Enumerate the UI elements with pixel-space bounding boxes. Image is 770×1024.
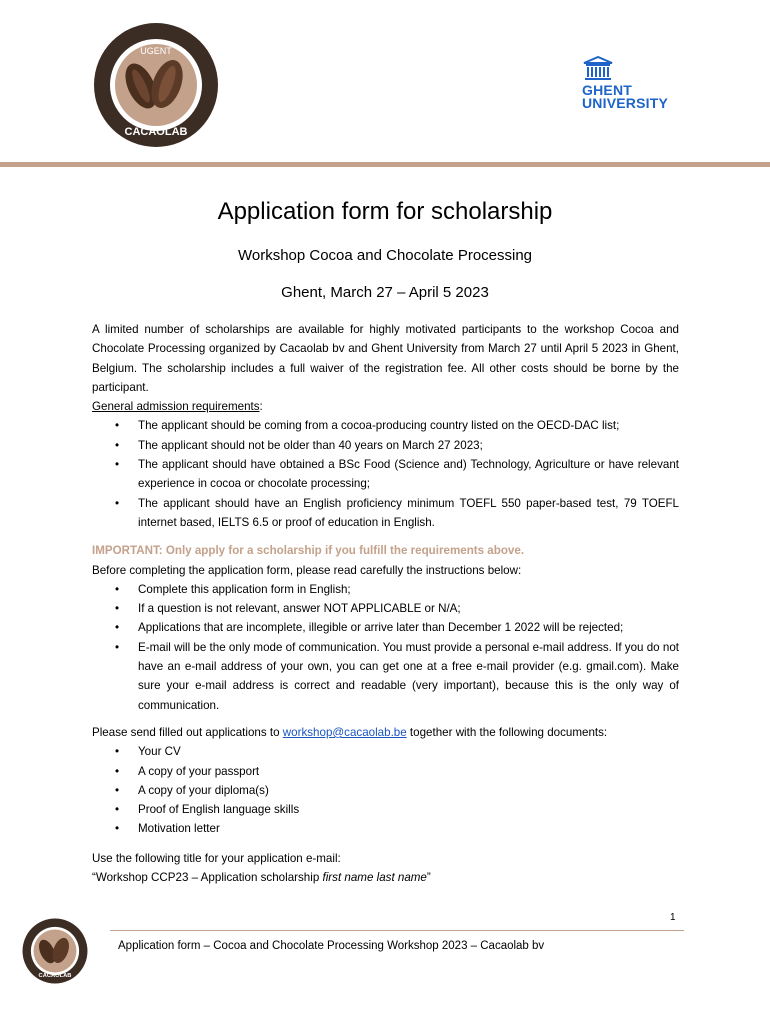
ghent-university-wordmark [582,82,669,111]
ghent-university-logo [582,56,669,122]
header-divider [0,162,770,167]
list-item: • Complete this application form in English; [92,580,679,599]
list-item: • The applicant should have an English proficiency minimum TOEFL 550 paper-based test, 79 TOEFL internet based, IELTS 6.5 or proof of education in English. [92,494,679,533]
important-notice: IMPORTANT: Only apply for a scholarship if you fulfill the requirements above. [92,544,525,558]
requirements-heading-label: General admission requirements [92,400,260,414]
email-title-name: first name last name [322,871,427,885]
list-item: • Your CV [92,742,679,761]
send-prefix: Please send filled out applications to [92,725,283,739]
list-item: • E-mail will be the only mode of communication. You must provide a personal e-mail address. If you do not have an e-mail address of your own, you can get one at a free e-mail provider (e.g. gmail.com). Make sure your e-mail address is correct and readable (very important), because this is the only way of communication. [92,638,679,715]
requirements-list [92,416,679,532]
email-title-suffix: ” [426,871,431,885]
page-subtitle: Workshop Cocoa and Chocolate Processing [237,247,533,264]
send-suffix: together with the following documents: [406,725,608,739]
list-item: • The applicant should be coming from a cocoa-producing country listed on the OECD-DAC list; [92,416,679,435]
page-number: 1 [670,912,676,923]
document-body [92,320,679,887]
email-title-format [92,868,679,887]
list-item: • The applicant should not be older than 40 years on March 27 2023; [92,436,679,455]
event-dates: Ghent, March 27 – April 5 2023 [281,284,489,301]
footer-logo-text: CACAOLAB [38,973,72,980]
logo-text-bottom: CACAOLAB [124,126,188,138]
page-title: Application form for scholarship [217,198,553,225]
list-item: • The applicant should have obtained a BSc Food (Science and) Technology, Agriculture or have relevant experience in cocoa or chocolate processing; [92,455,679,494]
list-item: • A copy of your diploma(s) [92,781,679,800]
send-instructions [92,723,679,742]
university-building-icon [582,56,614,82]
footer-divider [110,930,684,931]
intro-paragraph: A limited number of scholarships are available for highly motivated participants to the workshop Cocoa and Chocolate Processing organized by Cacaolab bv and Ghent University from March 27 until April 5 2023 in Ghent, Belgium. The scholarship includes a full waiver of the registration fee. All other costs should be borne by the participant. [92,323,679,394]
email-link[interactable]: workshop@cacaolab.be [282,725,407,739]
footer-text: Application form – Cocoa and Chocolate Processing Workshop 2023 – Cacaolab bv [118,940,545,952]
footer-cacaolab-logo [22,918,88,984]
requirements-heading-colon: : [259,400,263,414]
documents-list [92,742,679,838]
list-item: • Applications that are incomplete, illegible or arrive later than December 1 2022 will be rejected; [92,618,679,637]
ugent-line2: UNIVERSITY [582,95,669,111]
instructions-intro: Before completing the application form, please read carefully the instructions below: [92,563,522,577]
list-item: • Proof of English language skills [92,800,679,819]
list-item: • If a question is not relevant, answer NOT APPLICABLE or N/A; [92,599,679,618]
logo-text-top: UGENT [140,46,172,56]
email-title-prefix: “Workshop CCP23 – Application scholarship [92,871,323,885]
instructions-list [92,580,679,715]
ugent-line1: GHENT [582,82,632,98]
cacaolab-logo [93,22,219,148]
email-title-intro: Use the following title for your application e-mail: [92,851,341,865]
list-item: • Motivation letter [92,819,679,838]
requirements-heading [92,397,679,416]
list-item: • A copy of your passport [92,762,679,781]
